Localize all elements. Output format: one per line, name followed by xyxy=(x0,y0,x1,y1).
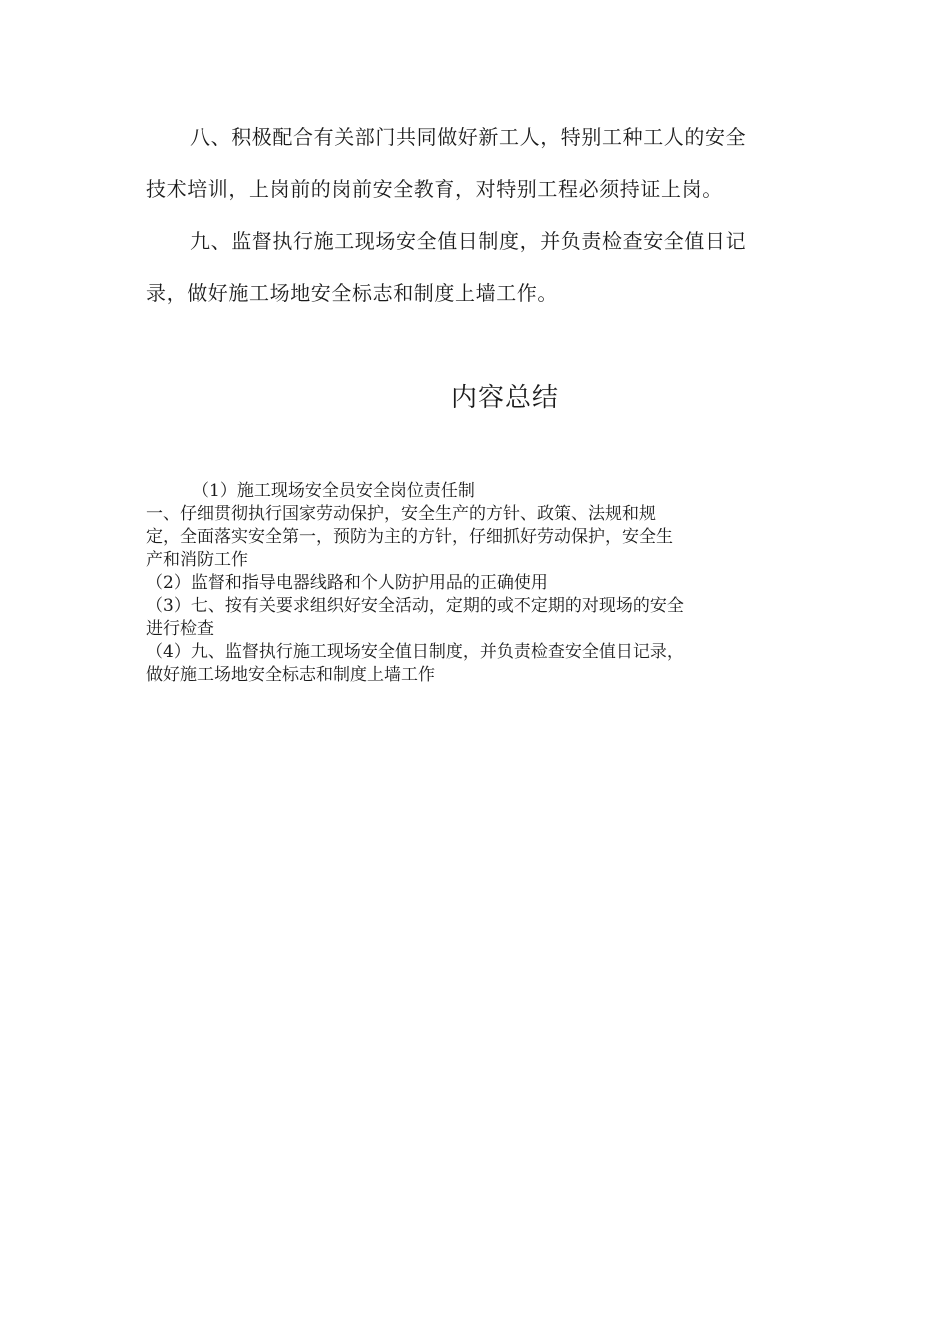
summary-body xyxy=(146,480,826,687)
paragraph-line: 八、积极配合有关部门共同做好新工人，特别工种工人的安全 xyxy=(190,125,747,149)
summary-line: （2）监督和指导电器线路和个人防护用品的正确使用 xyxy=(146,573,548,593)
paragraph-nine xyxy=(146,215,806,319)
summary-line: 定，全面落实安全第一，预防为主的方针，仔细抓好劳动保护，安全生 xyxy=(146,527,673,547)
paragraph-line: 九、监督执行施工现场安全值日制度，并负责检查安全值日记 xyxy=(190,229,747,253)
summary-line: （1）施工现场安全员安全岗位责任制 xyxy=(192,481,475,501)
summary-line: 做好施工场地安全标志和制度上墙工作 xyxy=(146,665,435,685)
summary-line: 产和消防工作 xyxy=(146,550,248,570)
summary-line: 一、仔细贯彻执行国家劳动保护，安全生产的方针、政策、法规和规 xyxy=(146,504,656,524)
paragraph-line: 技术培训，上岗前的岗前安全教育，对特别工程必须持证上岗。 xyxy=(146,177,723,201)
summary-line: 进行检查 xyxy=(146,619,214,639)
paragraph-line: 录，做好施工场地安全标志和制度上墙工作。 xyxy=(146,281,558,305)
summary-line: （3）七、按有关要求组织好安全活动，定期的或不定期的对现场的安全 xyxy=(146,596,684,616)
summary-line: （4）九、监督执行施工现场安全值日制度，并负责检查安全值日记录， xyxy=(146,642,684,662)
paragraph-eight xyxy=(146,111,806,215)
summary-title: 内容总结 xyxy=(450,383,559,413)
